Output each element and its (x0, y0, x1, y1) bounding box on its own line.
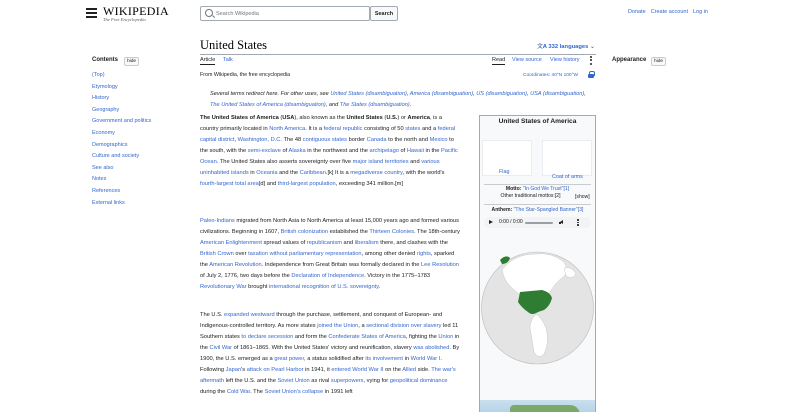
body-text: spread values of (261, 239, 307, 246)
body-text: The U.S. (200, 312, 225, 318)
article-link[interactable]: Oceania (256, 169, 278, 176)
body-text: migrated from North Asia to North America at least 15,000 years ago and formed various civilizations. Beginning in 1607, (200, 218, 459, 235)
toc-item-economy[interactable]: Economy (92, 129, 115, 136)
body-text: of July 2, 1776, two days before the (200, 272, 292, 279)
body-text: through the purchase, settlement, and conquest of European- and Indigenous-controlled territory. As more states (200, 312, 443, 329)
search-button[interactable]: Search (370, 6, 398, 21)
body-text: to the south, with the (200, 136, 454, 154)
toc-item-top[interactable]: (Top) (92, 72, 105, 78)
body-text: , sparked the (200, 250, 455, 268)
article-link[interactable]: contiguous states (302, 136, 348, 143)
infobox (479, 115, 596, 412)
article-link[interactable]: federal capital district (200, 125, 456, 143)
body-text: . The 18th-century (413, 228, 461, 235)
body-text: . It is a (305, 125, 324, 132)
article-link[interactable]: Declaration of Independence (291, 272, 365, 279)
article-link[interactable]: Civil War (209, 344, 233, 351)
body-text: , a (358, 322, 367, 329)
site-header (0, 0, 800, 28)
article-link[interactable]: semi-exclave (247, 147, 281, 154)
article-link[interactable]: fourth-largest total area (200, 180, 259, 187)
article-link[interactable]: Canada (366, 136, 387, 143)
table-of-contents (92, 72, 151, 211)
lock-icon[interactable] (588, 71, 594, 78)
body-text: ( (382, 115, 387, 121)
body-text: and form the (293, 333, 329, 340)
article-link[interactable]: superpowers (330, 377, 364, 384)
article-link[interactable]: The war's aftermath (200, 366, 456, 384)
body-text: in (248, 169, 257, 176)
search-icon (205, 9, 213, 17)
bold-text: U.S. (386, 115, 398, 121)
search-input[interactable] (216, 7, 356, 20)
article-link[interactable]: Hawaii (406, 147, 424, 154)
article-link[interactable]: Soviet Union (277, 377, 310, 384)
body-text: consisting of 50 (362, 125, 406, 132)
hatnote-text: Several terms redirect here. For other uses, see (210, 91, 331, 97)
play-icon[interactable] (489, 220, 493, 224)
hatnote-link[interactable]: America (disambiguation) (409, 91, 474, 97)
body-text: ), also known as the (294, 115, 347, 121)
chevron-down-icon: ⌄ (589, 44, 595, 50)
article-link[interactable]: Revolutionary War (200, 283, 247, 290)
tab-view-history[interactable]: View history (550, 57, 580, 63)
anthem-link[interactable]: "The Star-Spangled Banner"[3] (513, 207, 584, 213)
body-text: and (341, 239, 355, 246)
article-link[interactable]: sectional division over slavery (366, 322, 442, 329)
toc-hide-button[interactable]: hide (124, 57, 139, 66)
body-text: [d] and (258, 180, 278, 187)
toc-item-references[interactable]: References (92, 187, 121, 194)
article-link[interactable]: American Enlightenment (200, 239, 262, 246)
hatnote-and: and (328, 102, 339, 108)
personal-tools (623, 9, 708, 15)
body-text: as rival (309, 377, 331, 384)
language-count: 332 languages (548, 44, 589, 50)
flag-caption[interactable]: Flag (499, 169, 510, 175)
body-text: and (408, 158, 422, 165)
body-text: . The United States also asserts sovereignty over five (216, 158, 353, 165)
hatnote-link[interactable]: United States (disambiguation) (330, 91, 407, 97)
body-text: to the north and (386, 136, 430, 143)
locator-map-thumbnail[interactable] (480, 400, 595, 412)
anthem-label: Anthem: (491, 207, 513, 213)
article-link[interactable]: British Crown (200, 250, 234, 257)
body-text: in 1941, it (303, 366, 332, 373)
more-options-icon[interactable] (590, 56, 592, 66)
article-link[interactable]: North America (269, 125, 306, 132)
article-link[interactable]: liberalism (354, 239, 379, 246)
article-link[interactable]: World War I (410, 355, 441, 362)
audio-time: 0:00 / 0:00 (499, 219, 523, 225)
infobox-divider (484, 204, 591, 205)
coat-of-arms-caption[interactable]: Coat of arms (552, 174, 583, 180)
body-text: led 11 Southern states (200, 322, 459, 340)
appearance-hide-button[interactable]: hide (651, 57, 666, 66)
article-link[interactable]: states (405, 125, 421, 132)
expansion-paragraph (200, 310, 462, 398)
body-text: of 1861–1865. With the United States' victory and reunification, slavery (232, 344, 414, 351)
audio-more-icon[interactable] (577, 219, 579, 227)
body-text: . Independence from Great Britain was formally declared in the (261, 261, 422, 268)
body-text: and a (420, 125, 438, 132)
search-box[interactable] (200, 6, 370, 21)
article-link[interactable]: Soviet Union's collapse (264, 388, 324, 395)
body-text: in the (200, 333, 460, 351)
hatnote-link[interactable]: The States (disambiguation) (339, 102, 410, 108)
tagline: From Wikipedia, the free encyclopedia (200, 72, 291, 78)
body-text: brought (246, 283, 270, 290)
show-mottos-toggle[interactable]: [show] (575, 194, 590, 200)
anthem-audio-player (484, 217, 591, 228)
body-text: , vying for (363, 377, 390, 384)
body-text: . The (250, 388, 265, 395)
article-link[interactable]: major island territories (352, 158, 409, 165)
title-divider (200, 54, 596, 55)
body-text: in 1991 left (323, 388, 353, 395)
article-link[interactable]: Caribbean (299, 169, 326, 176)
translate-icon: 文A (537, 44, 547, 50)
body-text: ( (278, 115, 283, 121)
body-text: and the (277, 169, 300, 176)
toc-title: Contents (92, 57, 118, 63)
article-link[interactable]: entered World War II (331, 366, 384, 373)
article-link[interactable]: American Revolution (209, 261, 262, 268)
orthographic-globe-map[interactable] (480, 232, 595, 398)
hatnote: Several terms redirect here. For other uses, see United States (disambiguation), America (disambiguation), US (disambiguation), USA (disambiguation), The United States of America (disambiguation), and The States (disambiguation). (210, 91, 586, 108)
article-link[interactable]: Allied (402, 366, 417, 373)
body-text: The 48 (281, 136, 303, 143)
article-link[interactable]: joined the Union (317, 322, 359, 329)
article-link[interactable]: taxation without parliamentary representation (248, 250, 362, 257)
motto-label: Motto: (505, 186, 522, 192)
article-link[interactable]: third-largest population (277, 180, 336, 187)
page-title: United States (200, 38, 268, 52)
article-link[interactable]: rights (416, 250, 431, 257)
article-link[interactable]: republicanism (306, 239, 342, 246)
body-text: 's (241, 366, 247, 373)
bold-text: America (407, 115, 430, 121)
body-text: established the (328, 228, 370, 235)
body-text: in the northwest and the (305, 147, 370, 154)
body-text: , a status solidified after (304, 355, 366, 362)
toc-item-culture[interactable]: Culture and society (92, 153, 140, 160)
body-text: . By 1900, the U.S. emerged as a (200, 344, 460, 362)
article-link[interactable]: Lee Resolution (421, 261, 459, 268)
body-text: . Following (200, 355, 442, 373)
language-button[interactable] (537, 41, 595, 50)
body-text: , (234, 136, 238, 143)
body-text: on the (383, 366, 403, 373)
body-text: there, and clashes with the (378, 239, 448, 246)
main-menu-icon[interactable] (86, 8, 97, 18)
infobox-divider (484, 184, 591, 185)
toc-item-demographics[interactable]: Demographics (92, 141, 128, 148)
toc-item-history[interactable]: History (92, 95, 110, 102)
article-link[interactable]: Alaska (288, 147, 306, 154)
article-link[interactable]: international recognition of U.S. sovereignty (269, 283, 379, 290)
body-text: .[k] It is a (325, 169, 351, 176)
article-link[interactable]: archipelago (369, 147, 399, 154)
body-text: in the (423, 147, 441, 154)
article-link[interactable]: Paleo-Indians (200, 218, 235, 224)
body-text: , exceeding 341 million.[m] (335, 180, 403, 187)
appearance-title: Appearance (612, 57, 647, 63)
body-text: . (378, 283, 381, 290)
infobox-title: United States of America (498, 118, 577, 125)
body-text: side. (416, 366, 432, 373)
bold-text: United States (346, 115, 383, 121)
bold-text: The (200, 115, 212, 121)
article-link[interactable]: Cold War (226, 388, 251, 395)
body-text: in (403, 355, 411, 362)
toc-item-notes[interactable]: Notes (92, 176, 107, 183)
history-summary-paragraph (200, 216, 462, 293)
article-link[interactable]: Union (438, 333, 454, 340)
article-link[interactable]: great power (274, 355, 305, 362)
article-link[interactable]: Pacific Ocean (200, 147, 458, 165)
other-mottos: Other traditional mottos:[2] (500, 193, 561, 199)
article-link[interactable]: megadiverse country (350, 169, 403, 176)
body-text: . Victory in the 1775–1783 (364, 272, 431, 279)
wikipedia-wordmark[interactable]: WIKIPEDIA (103, 4, 170, 18)
volume-icon[interactable] (559, 220, 564, 225)
article-link[interactable]: Confederate States of America (328, 333, 406, 340)
body-text: , among other denied (361, 250, 417, 257)
body-text: of (280, 147, 289, 154)
article-link[interactable]: its involvement (365, 355, 404, 362)
body-text: , is a country primarily located in (200, 115, 442, 132)
hatnote-link[interactable]: The United States of America (disambiguation) (210, 102, 326, 108)
donate-link[interactable]: Donate (627, 9, 646, 15)
coat-of-arms-image[interactable] (542, 140, 592, 176)
body-text: border (347, 136, 367, 143)
motto-link[interactable]: "In God We Trust"[1] (522, 186, 570, 192)
article-link[interactable]: was abolished (413, 344, 450, 351)
hatnote-link[interactable]: US (disambiguation) (476, 91, 527, 97)
toc-item-geography[interactable]: Geography (92, 106, 120, 113)
body-text: left the U.S. and the (224, 377, 278, 384)
lead-paragraph (200, 113, 462, 190)
bold-text: United States of America (211, 115, 279, 121)
article-link[interactable]: various uninhabited islands (200, 158, 440, 176)
body-text: over (233, 250, 249, 257)
body-text: , with the world's (402, 169, 445, 176)
body-text: during the (200, 388, 227, 395)
body-text: ) or (397, 115, 408, 121)
article-link[interactable]: to declare secession (241, 333, 294, 340)
tab-view-source[interactable]: View source (512, 57, 542, 63)
article-link[interactable]: Thirteen Colonies (369, 228, 414, 235)
create-account-link[interactable]: Create account (650, 9, 688, 15)
article-link[interactable]: British colonization (280, 228, 329, 235)
body-text: of (398, 147, 407, 154)
article-link[interactable]: Mexico (429, 136, 448, 143)
tab-read[interactable]: Read (492, 57, 506, 63)
article-link[interactable]: federal republic (323, 125, 363, 132)
article-link[interactable]: Japan (225, 366, 242, 373)
log-in-link[interactable]: Log in (693, 9, 708, 15)
toc-item-etymology[interactable]: Etymology (92, 83, 118, 90)
wikipedia-tagline: The Free Encyclopedia (103, 17, 146, 22)
infobox-anthem (480, 207, 595, 213)
page-tabs (200, 56, 596, 68)
bold-text: USA (282, 115, 295, 121)
hatnote-link[interactable]: USA (disambiguation) (530, 91, 585, 97)
toc-item-external-links[interactable]: External links (92, 199, 125, 206)
toc-item-government[interactable]: Government and politics (92, 118, 152, 125)
tab-article[interactable]: Article (200, 57, 216, 63)
body-text: , fighting the (405, 333, 439, 340)
toc-item-see-also[interactable]: See also (92, 164, 114, 171)
audio-progress-slider[interactable] (525, 222, 553, 224)
coordinates-link[interactable]: Coordinates: 40°N 100°W (523, 73, 579, 78)
article-link[interactable]: geopolitical dominance (389, 377, 448, 384)
article-link[interactable]: Washington, D.C. (237, 136, 282, 143)
article-link[interactable]: expanded westward (224, 312, 275, 318)
tab-talk[interactable]: Talk (223, 57, 233, 63)
article-link[interactable]: attack on Pearl Harbor (246, 366, 304, 373)
